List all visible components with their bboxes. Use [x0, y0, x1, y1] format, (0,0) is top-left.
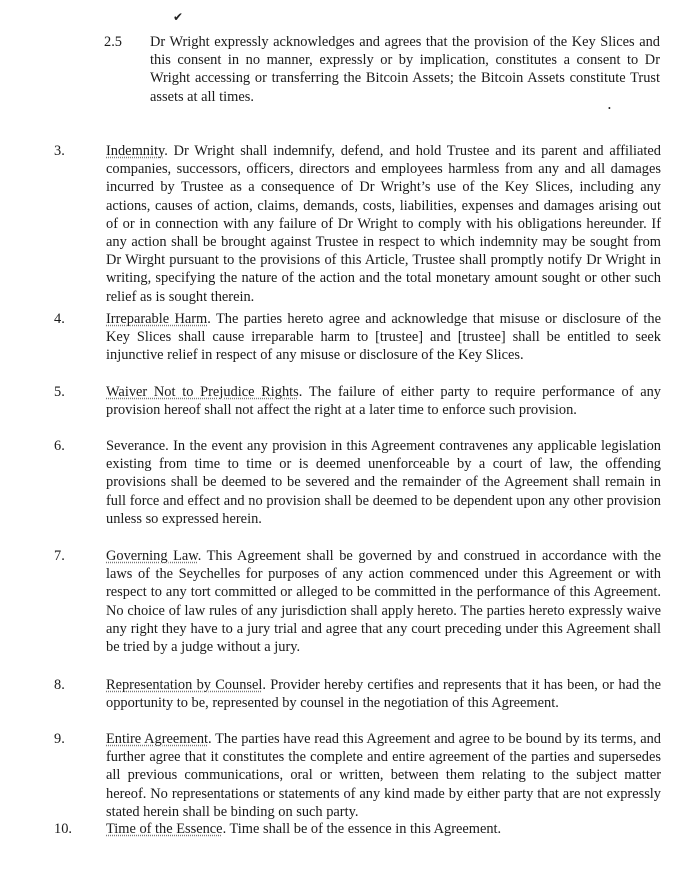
clause-number: 5.	[54, 384, 65, 400]
clause-text: . Provider hereby certifies and represents that it has been, or had the opportunity to be, represented by counsel in the negotiation of this Agreement.	[106, 677, 661, 712]
clause-text: . The parties hereto agree and acknowledge that misuse or disclosure of the Key Slices shall cause irreparable harm to [trustee] and [trustee] shall be entitled to seek injunctive relief in respect of any misuse or disclosure of the Key Slices.	[106, 311, 661, 364]
clause-number: 7.	[54, 548, 65, 564]
clause-text: . Dr Wright shall indemnify, defend, and hold Trustee and its parent and affiliated companies, successors, officers, directors and employees harmless from any and all damages incurred by Trustee as a consequence of Dr Wright’s use of the Key Slices, including any actions, causes of action, claims, demands, costs, liabilities, expenses and damages arising out of or in connection with any failure of Dr Wright to comply with his obligations hereunder. If any action shall be brought against Trustee in respect to which indemnity may be sought from Dr Wirght pursuant to the provisions of this Article, Trustee shall promptly notify Dr Wright in writing, specifying the nature of the action and the total monetary amount sought or other such relief as is sought therein.	[106, 143, 661, 305]
clause-text: . The failure of either party to require performance of any provision hereof shall not affect the right at a later time to enforce such provision.	[106, 384, 661, 419]
check-mark-icon: ✔	[173, 10, 184, 24]
clause-body	[106, 437, 661, 528]
clause-heading: Representation by Counsel	[106, 677, 263, 693]
clause-heading: Time of the Essence	[106, 821, 223, 837]
clause-text: . The parties have read this Agreement and agree to be bound by its terms, and further agree that it constitutes the complete and entire agreement of the parties and supersedes all previous communications, oral or written, between them relating to the subject matter hereof. No representations or statements of any kind made by either party that are not expressly stated herein shall be binding on such party.	[106, 731, 661, 820]
clause-body	[106, 142, 661, 306]
clause-number: 10.	[54, 821, 72, 837]
clause-body	[106, 730, 661, 821]
clause-heading: Indemnity	[106, 143, 165, 159]
clause-number: 4.	[54, 311, 65, 327]
clause-text: Dr Wright expressly acknowledges and agrees that the provision of the Key Slices and this consent in no manner, expressly or by implication, constitutes a consent to Dr Wright accessing or transferring the Bitcoin Assets; the Bitcoin Assets constitute Trust assets at all times.	[150, 34, 660, 105]
clause-heading: Waiver Not to Prejudice Rights	[106, 384, 299, 400]
clause-body	[106, 820, 661, 838]
clause-heading: Irreparable Harm	[106, 311, 208, 327]
clause-body	[106, 676, 661, 712]
clause-text: Severance. In the event any provision in this Agreement contravenes any applicable legislation existing from time to time or is deemed unenforceable by a court of law, the offending provisions shall be deemed to be severed and the remainder of the Agreement shall remain in full force and effect and no provision shall be deemed to be dependent upon any other provision unless so expressed herein.	[106, 438, 661, 527]
clause-number: 8.	[54, 677, 65, 693]
clause-body	[106, 383, 661, 419]
clause-text: . Time shall be of the essence in this Agreement.	[222, 821, 502, 837]
clause-body	[150, 33, 660, 106]
clause-number: 2.5	[104, 34, 122, 50]
clause-number: 9.	[54, 731, 65, 747]
clause-heading: Entire Agreement	[106, 731, 209, 747]
stray-dot-mark: •	[608, 104, 611, 113]
clause-number: 3.	[54, 143, 65, 159]
clause-number: 6.	[54, 438, 65, 454]
clause-body	[106, 547, 661, 656]
clause-text: . This Agreement shall be governed by and construed in accordance with the laws of the Seychelles for purposes of any action commenced under this Agreement or with respect to any tort committed or alleged to be committed in the performance of this Agreement. No choice of law rules of any jurisdiction shall apply hereto. The parties hereto expressly waive any right they have to a jury trial and agree that any court preceding under this Agreement shall be tried by a judge without a jury.	[106, 548, 661, 656]
clause-body	[106, 310, 661, 365]
clause-heading: Governing Law	[106, 548, 198, 564]
